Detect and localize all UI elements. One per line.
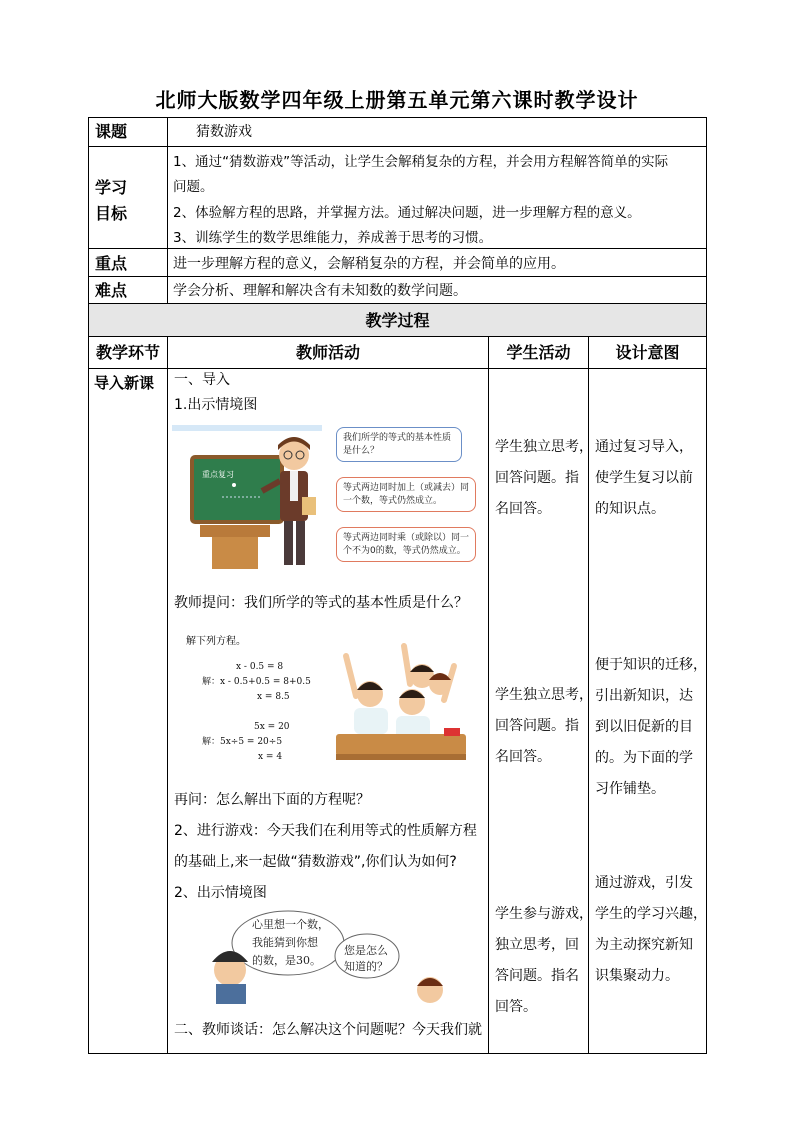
equation-line-6: x = 4 bbox=[258, 752, 283, 762]
row-divider-key bbox=[88, 276, 707, 277]
stage-column-divider bbox=[167, 336, 168, 1054]
game-bubble-line-2: 我能猜到你想 bbox=[252, 936, 318, 949]
key-label: 重点 bbox=[95, 254, 128, 273]
game-reply-line-2: 知道的？ bbox=[344, 960, 388, 973]
teacher-question-1: 教师提问：我们所学的等式的基本性质是什么？ bbox=[174, 595, 468, 611]
table-border-top bbox=[88, 117, 707, 118]
column-header-teacher: 教师活动 bbox=[295, 343, 360, 362]
equation-line-2: 解：x - 0.5+0.5 = 8+0.5 bbox=[202, 677, 311, 687]
goals-label-1: 学习 bbox=[95, 178, 128, 197]
teacher-intro-heading: 一、导入 bbox=[174, 372, 230, 388]
goal-line-2: 2、体验解方程的思路，并掌握方法。通过解决问题，进一步理解方程的意义。 bbox=[173, 205, 641, 221]
board-text: 重点复习 bbox=[202, 470, 234, 479]
design-intent-c: 通过游戏，引发 学生的学习兴趣， 为主动探究新知 识集聚动力。 bbox=[595, 875, 707, 984]
difficulty-label: 难点 bbox=[95, 281, 128, 300]
table-border-bottom bbox=[88, 1053, 707, 1054]
stage-label: 导入新课 bbox=[94, 374, 155, 392]
teacher-game-line-1: 2、进行游戏：今天我们在利用等式的性质解方程 bbox=[174, 823, 477, 839]
equation-line-1: x - 0.5 = 8 bbox=[236, 662, 284, 672]
row-divider-heading bbox=[88, 336, 707, 337]
teacher-question-2: 再问：怎么解出下面的方程呢？ bbox=[174, 792, 370, 808]
topic-label: 课题 bbox=[95, 122, 128, 141]
row-divider-topic bbox=[88, 146, 707, 147]
speech-bubble-property-2: 等式两边同时乘（或除以）同一个不为0的数，等式仍然成立。 bbox=[336, 527, 476, 562]
topic-value: 猜数游戏 bbox=[196, 124, 252, 140]
figure-teacher-blackboard bbox=[172, 425, 482, 575]
goals-label-2: 目标 bbox=[95, 204, 128, 223]
design-intent-b: 便于知识的迁移， 引出新知识，达 到以旧促新的目 的。为下面的学 习作铺垫。 bbox=[595, 657, 707, 797]
key-value: 进一步理解方程的意义，会解稍复杂的方程，并会简单的应用。 bbox=[173, 256, 565, 272]
equations-heading: 解下列方程。 bbox=[186, 636, 246, 647]
column-header-intent: 设计意图 bbox=[615, 343, 680, 362]
speech-bubble-question: 我们所学的等式的基本性质是什么？ bbox=[336, 427, 462, 462]
figure-guessing-game bbox=[172, 910, 482, 1005]
equation-line-5: 解：5x÷5 = 20÷5 bbox=[202, 737, 283, 747]
students-illustration bbox=[326, 636, 476, 776]
goal-line-1a: 1、通过“猜数游戏”等活动，让学生会解稍复杂的方程，并会用方程解答简单的实际 bbox=[173, 154, 669, 170]
teacher-column-divider bbox=[488, 336, 489, 1054]
speech-bubble-property-1: 等式两边同时加上（或减去）同一个数，等式仍然成立。 bbox=[336, 477, 476, 512]
equation-line-4: 5x = 20 bbox=[254, 722, 290, 732]
column-header-stage: 教学环节 bbox=[95, 343, 160, 362]
teacher-talk: 二、教师谈话：怎么解决这个问题呢？今天我们就 bbox=[174, 1022, 482, 1038]
goal-line-1b: 问题。 bbox=[173, 179, 214, 195]
student-activity-a: 学生独立思考， 回答问题。指 名回答。 bbox=[495, 439, 593, 517]
goal-line-3: 3、训练学生的数学思维能力，养成善于思考的习惯。 bbox=[173, 230, 493, 246]
label-column-divider bbox=[167, 117, 168, 303]
game-reply-line-1: 您是怎么 bbox=[344, 944, 388, 957]
design-intent-a: 通过复习导入， 使学生复习以前 的知识点。 bbox=[595, 439, 693, 517]
teacher-game-line-2: 的基础上,来一起做“猜数游戏”,你们认为如何? bbox=[174, 854, 457, 870]
student-activity-b: 学生独立思考， 回答问题。指 名回答。 bbox=[495, 687, 593, 765]
table-border-left bbox=[88, 117, 89, 1054]
game-bubble-line-1: 心里想一个数， bbox=[252, 918, 329, 931]
teacher-show-picture: 1.出示情境图 bbox=[174, 397, 258, 413]
page-title: 北师大版数学四年级上册第五单元第六课时教学设计 bbox=[155, 88, 639, 112]
game-bubble-line-3: 的数，是30。 bbox=[252, 954, 321, 967]
equation-line-3: x = 8.5 bbox=[257, 692, 290, 702]
teacher-game-line-3: 2、出示情境图 bbox=[174, 885, 267, 901]
column-header-student: 学生活动 bbox=[506, 343, 571, 362]
figure-equations-students bbox=[176, 630, 482, 778]
process-heading: 教学过程 bbox=[365, 311, 430, 330]
difficulty-value: 学会分析、理解和解决含有未知数的数学问题。 bbox=[173, 283, 467, 299]
student-activity-c: 学生参与游戏， 独立思考，回 答问题。指名 回答。 bbox=[495, 906, 593, 1015]
row-divider-columns bbox=[88, 368, 707, 369]
